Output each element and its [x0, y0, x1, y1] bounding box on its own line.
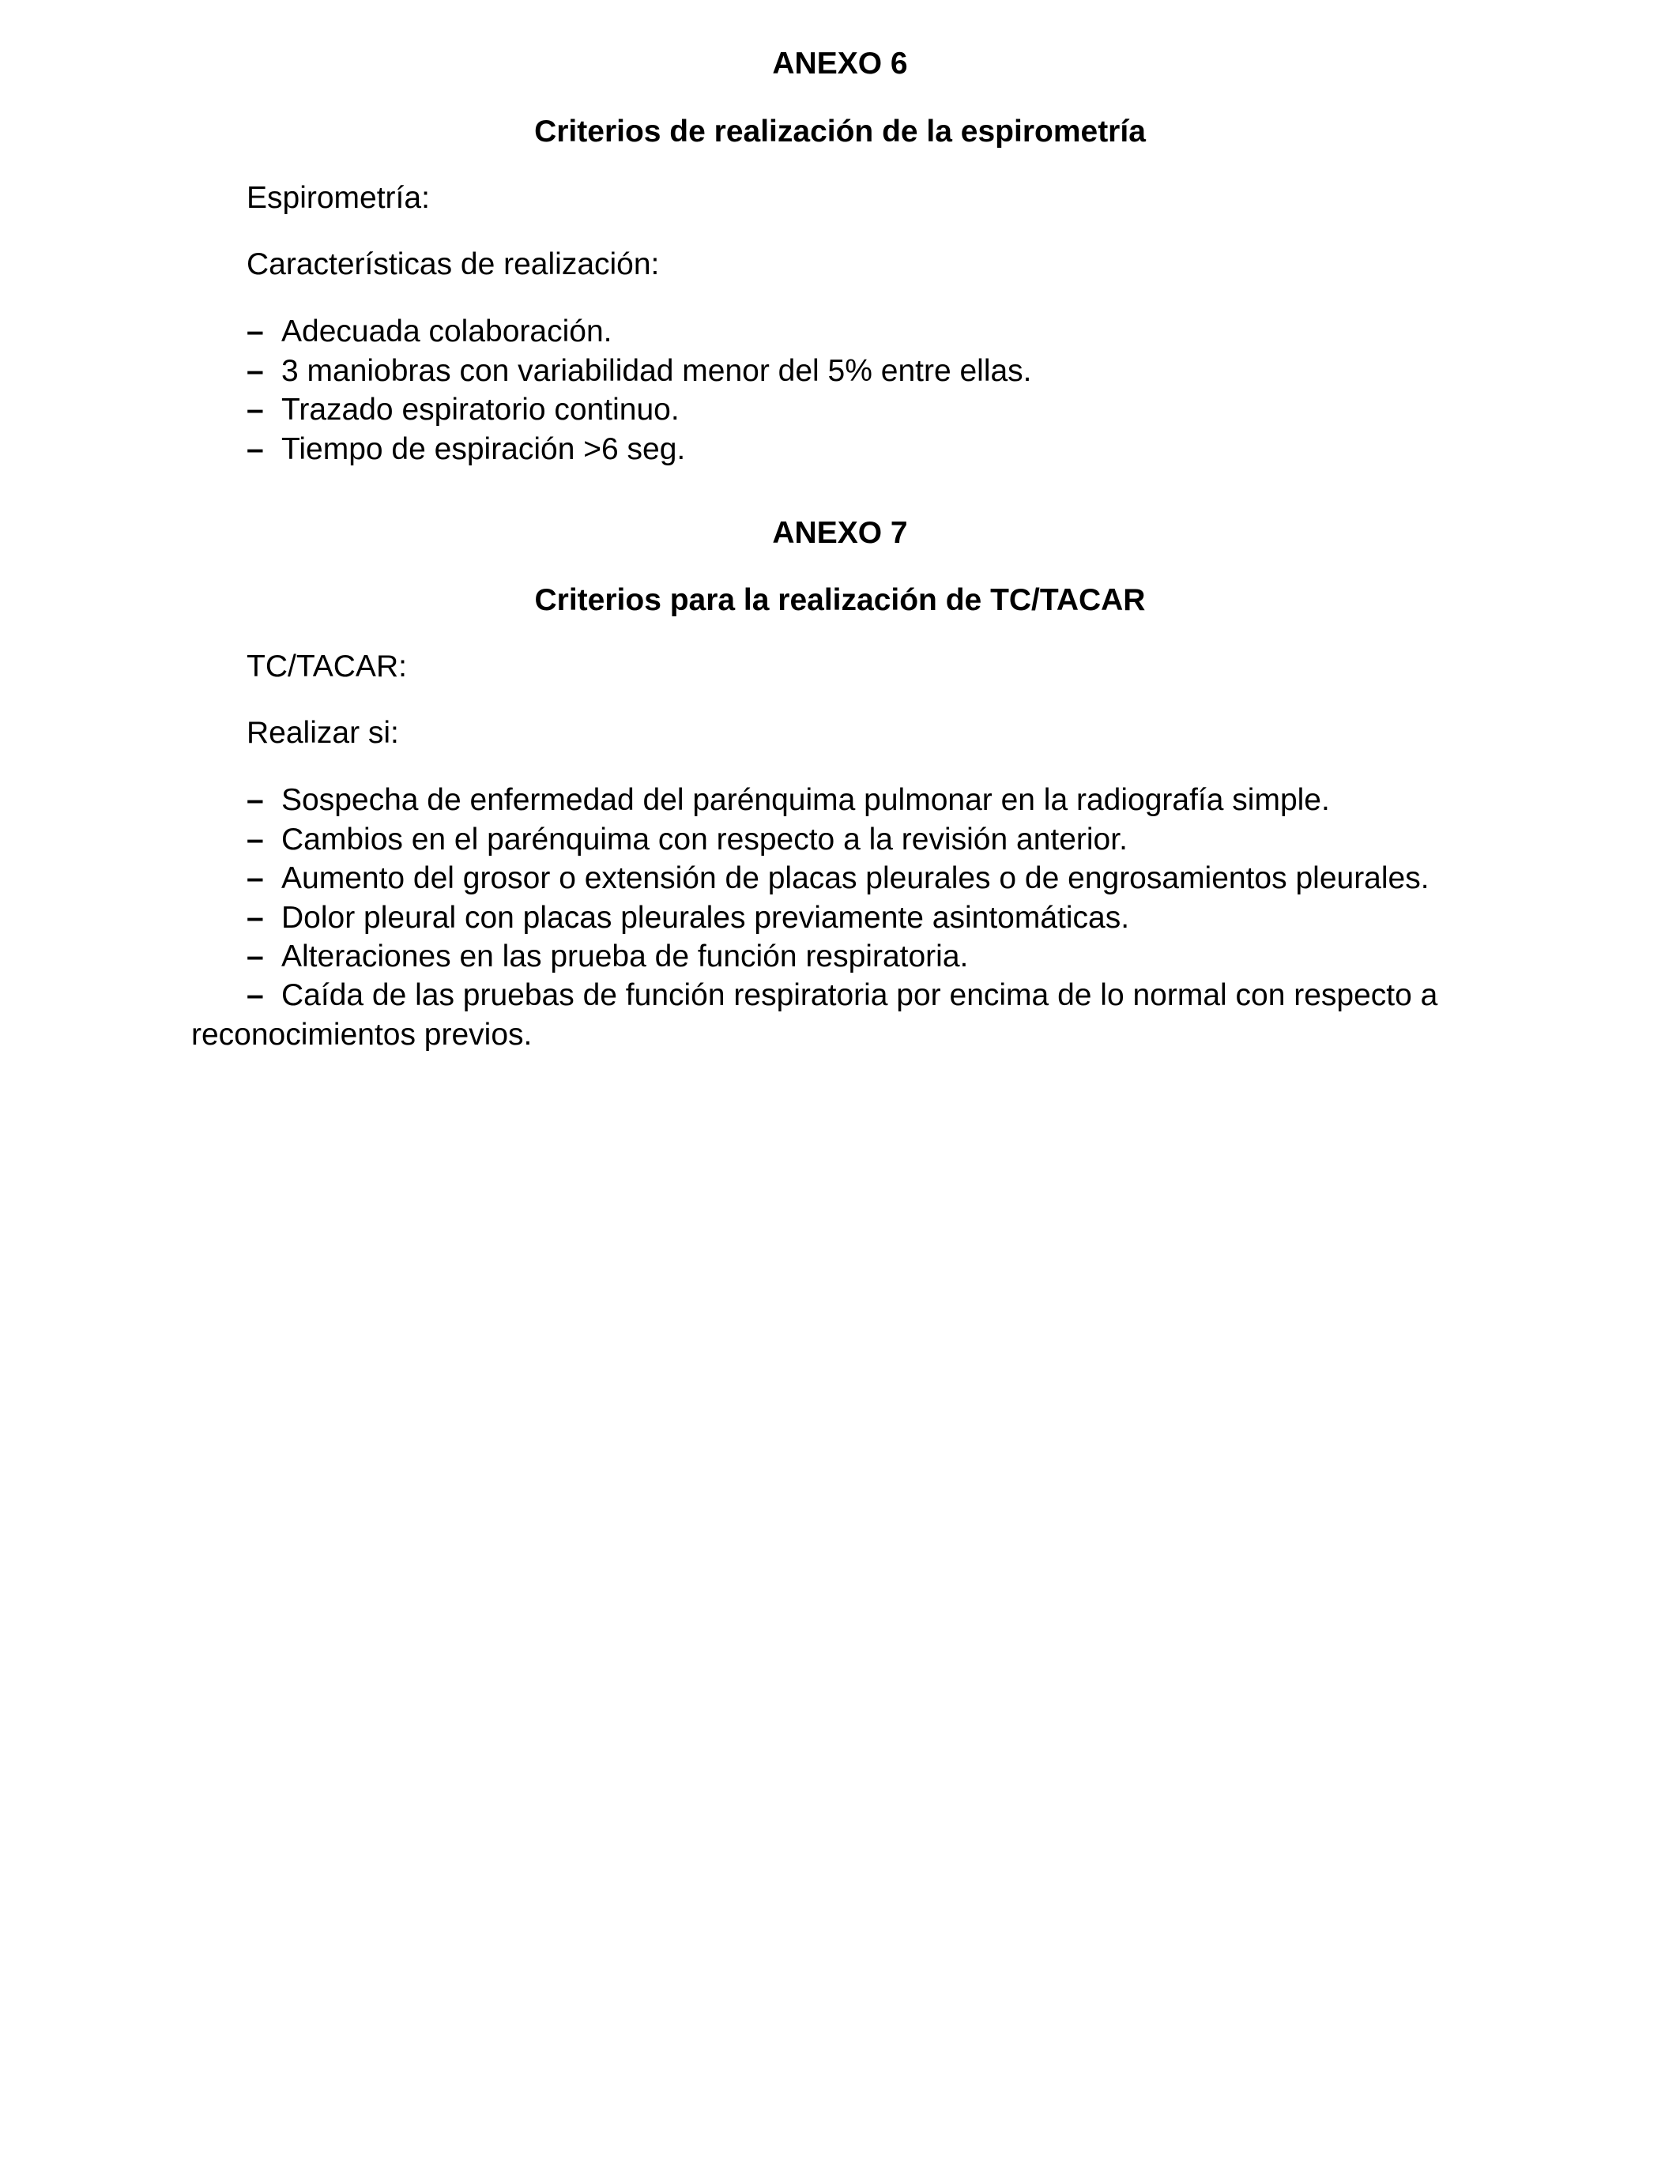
annex6-title: ANEXO 6: [772, 47, 908, 81]
list-item: [247, 859, 1430, 898]
annex6-intro: Características de realización:: [247, 247, 660, 281]
list-item-text: Dolor pleural con placas pleurales previamente asintomáticas.: [281, 900, 1130, 935]
list-item-text: Alteraciones en las prueba de función respiratoria.: [281, 939, 969, 973]
list-item: [247, 937, 1430, 977]
list-item: [247, 781, 1430, 820]
dash-bullet: –: [247, 900, 264, 935]
annex7-subtitle: Criterios para la realización de TC/TACAR: [534, 583, 1146, 617]
dash-bullet: –: [247, 978, 264, 1012]
list-item: [247, 352, 1032, 391]
list-item-text: Adecuada colaboración.: [281, 314, 612, 348]
list-item-text: Aumento del grosor o extensión de placas pleurales o de engrosamientos pleurales.: [281, 861, 1430, 895]
list-item: [247, 898, 1430, 938]
list-item: [247, 820, 1430, 860]
dash-bullet: –: [247, 861, 264, 895]
list-item-text: 3 maniobras con variabilidad menor del 5% entre ellas.: [281, 353, 1032, 388]
dash-bullet: –: [247, 353, 264, 388]
dash-bullet: –: [247, 939, 264, 973]
list-item-wrapped: [191, 976, 1503, 1054]
list-item-text: Cambios en el parénquima con respecto a la revisión anterior.: [281, 822, 1128, 857]
dash-bullet: –: [247, 431, 264, 466]
list-item: [247, 430, 1032, 469]
list-item-text: Sospecha de enfermedad del parénquima pulmonar en la radiografía simple.: [281, 783, 1330, 817]
dash-bullet: –: [247, 314, 264, 348]
dash-bullet: –: [247, 822, 264, 857]
annex6-list: [247, 312, 1032, 469]
list-item: [247, 312, 1032, 352]
annex7-label: TC/TACAR:: [247, 650, 407, 683]
annex7-intro: Realizar si:: [247, 716, 399, 750]
annex7-title: ANEXO 7: [772, 516, 908, 550]
list-item-text: Trazado espiratorio continuo.: [281, 393, 680, 427]
annex7-list: [247, 781, 1430, 977]
annex6-subtitle: Criterios de realización de la espirometría: [534, 115, 1146, 149]
list-item-text: Caída de las pruebas de función respiratoria por encima de lo normal con respecto a reconocimientos previos.: [191, 978, 1438, 1052]
annex6-label: Espirometría:: [247, 181, 430, 215]
dash-bullet: –: [247, 393, 264, 427]
list-item: [247, 390, 1032, 430]
list-item-text: Tiempo de espiración >6 seg.: [281, 431, 686, 466]
dash-bullet: –: [247, 783, 264, 817]
